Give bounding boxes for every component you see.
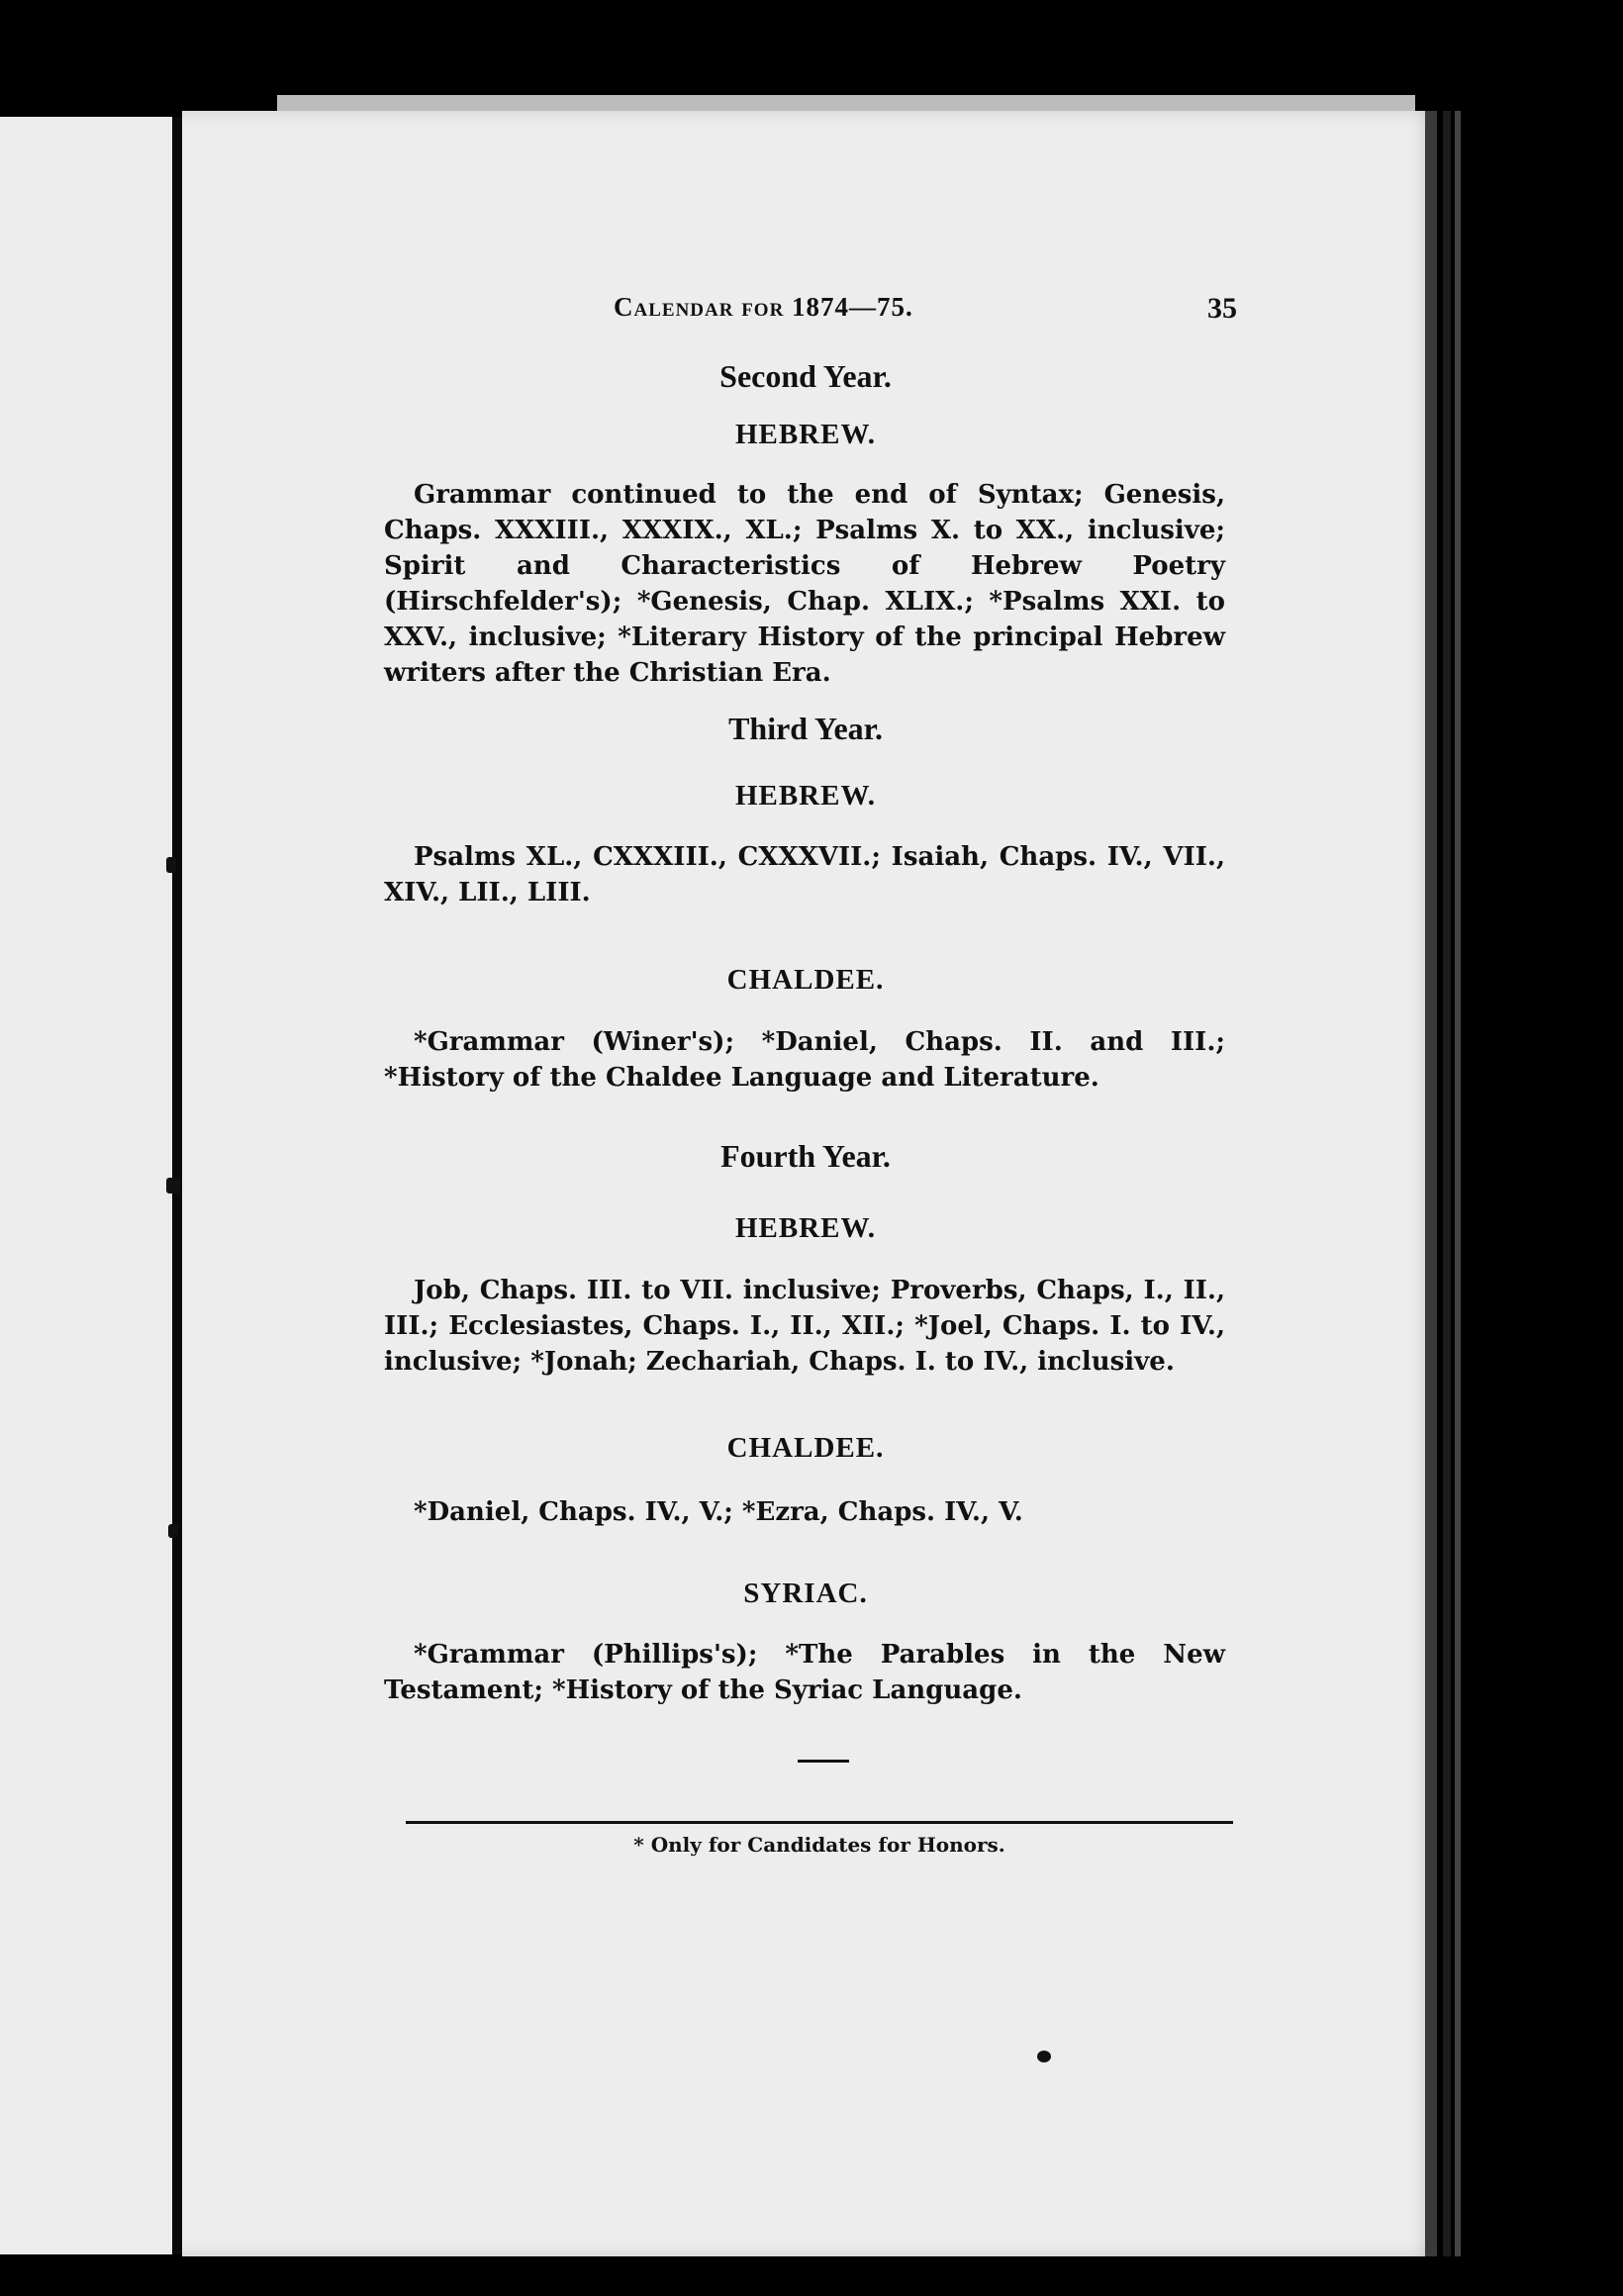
ink-speck — [166, 1178, 180, 1194]
page-number: 35 — [1207, 292, 1237, 325]
fourth-year-chaldee-text: *Daniel, Chaps. IV., V.; *Ezra, Chaps. IV., V. — [414, 1497, 1023, 1527]
running-title: Calendar for 1874—75. — [614, 292, 913, 322]
subheading-syriac: SYRIAC. — [743, 1578, 868, 1609]
section-end-rule — [798, 1760, 849, 1763]
running-head — [614, 292, 1267, 332]
fourth-year-hebrew-text: Job, Chaps. III. to VII. inclusive; Proverbs, Chaps, I., II., III.; Ecclesiastes, Chaps. I., II., XII.; *Joel, Chaps. I. to IV., inclusive; *Jonah; Zechariah, Chaps. I. to IV., inclusive. — [384, 1276, 1225, 1377]
subheading-hebrew: HEBREW. — [734, 1212, 877, 1244]
footnote-rule — [406, 1821, 1233, 1824]
subheading-hebrew: HEBREW. — [734, 780, 877, 812]
section-heading-third-year: Third Year. — [728, 711, 883, 746]
second-year-hebrew-text: Grammar continued to the end of Syntax; Genesis, Chaps. XXXIII., XXXIX., XL.; Psalms X. to XX., inclusive; Spirit and Characteristics of Hebrew Poetry (Hirschfelder's); *Genesis, Chap. XLIX.; *Psalms XXI. to XXV., inclusive; *Literary History of the principal Hebrew writers after the Christian Era. — [384, 480, 1225, 688]
section-heading-second-year: Second Year. — [719, 358, 892, 394]
subheading-chaldee: CHALDEE. — [726, 1432, 885, 1464]
footnote: * Only for Candidates for Honors. — [633, 1833, 1005, 1857]
ink-speck — [166, 857, 176, 873]
third-year-hebrew-text: Psalms XL., CXXXIII., CXXXVII.; Isaiah, Chaps. IV., VII., XIV., LII., LIII. — [384, 842, 1225, 908]
ink-speck — [1037, 2051, 1051, 2062]
subheading-chaldee: CHALDEE. — [726, 964, 885, 996]
third-year-chaldee-text: *Grammar (Winer's); *Daniel, Chaps. II. and III.; *History of the Chaldee Language and Literature. — [384, 1027, 1225, 1093]
section-heading-fourth-year: Fourth Year. — [720, 1138, 891, 1174]
ink-speck — [168, 1524, 178, 1538]
fourth-year-syriac-text: *Grammar (Phillips's); *The Parables in the New Testament; *History of the Syriac Language. — [384, 1640, 1225, 1705]
subheading-hebrew: HEBREW. — [734, 419, 877, 450]
